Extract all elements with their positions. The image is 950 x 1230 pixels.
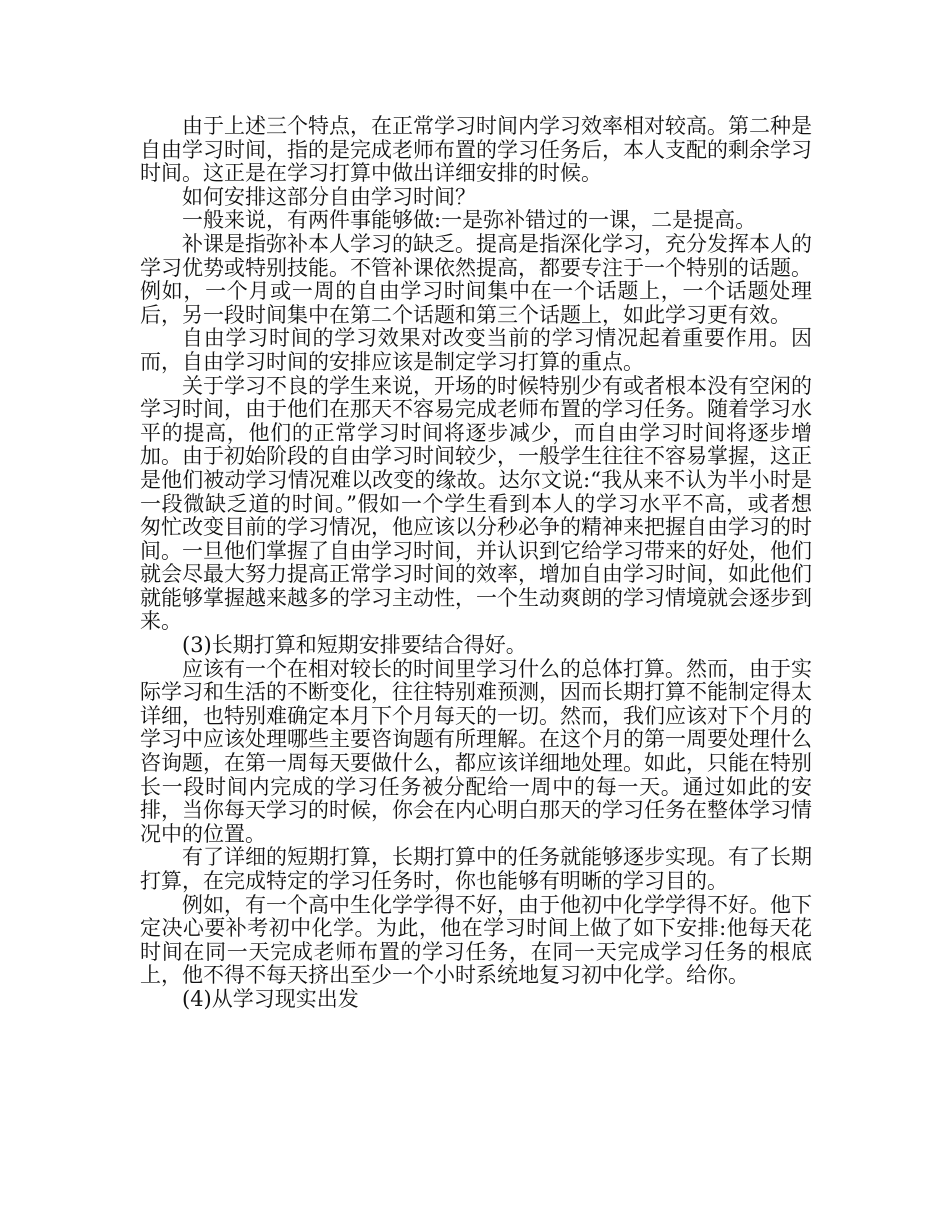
paragraph-poor-students: 关于学习不良的学生来说，开场的时候特别少有或者根本没有空闲的学习时间，由于他们在那天不容易完成老师布置的学习任务。随着学习水平的提高，他们的正常学习时间将逐步减少，而自由学习时间将逐步增加。由于初始阶段的自由学习时间较少，一般学生往往不容易掌握，这正是他们被动学习情况难以改变的缘故。达尔文说:“我从来不认为半小时是一段微缺乏道的时间。”假如一个学生看到本人的学习水平不高，或者想匆忙改变目前的学习情况，他应该以分秒必争的精神来把握自由学习的时间。一旦他们掌握了自由学习时间，并认识到它给学习带来的好处，他们就会尽最大努力提高正常学习时间的效率，增加自由学习时间，如此他们就能够掌握越来越多的学习主动性，一个生动爽朗的学习情境就会逐步到来。: [140, 373, 812, 634]
paragraph-long-term-plan: 应该有一个在相对较长的时间里学习什么的总体打算。然而，由于实际学习和生活的不断变化，往往特别难预测，因而长期打算不能制定得太详细，也特别难确定本月下个月每天的一切。然而，我们应该对下个月的学习中应该处理哪些主要咨询题有所理解。在这个月的第一周要处理什么咨询题，在第一周每天要做什么，都应该详细地处理。如此，只能在特别长一段时间内完成的学习任务被分配给一周中的每一天。通过如此的安排，当你每天学习的时候，你会在内心明白那天的学习任务在整体学习情况中的位置。: [140, 656, 812, 846]
paragraph-free-study-time: 由于上述三个特点，在正常学习时间内学习效率相对较高。第二种是自由学习时间，指的是完成老师布置的学习任务后，本人支配的剩余学习时间。这正是在学习打算中做出详细安排的时候。: [140, 114, 812, 186]
paragraph-two-things: 一般来说，有两件事能够做:一是弥补错过的一课，二是提高。: [182, 208, 757, 233]
document-body: [140, 115, 812, 1012]
paragraph-question: 如何安排这部分自由学习时间？: [182, 184, 476, 209]
paragraph-short-term-plan: 有了详细的短期打算，长期打算中的任务就能够逐步实现。有了长期打算，在完成特定的学习任务时，你也能够有明晰的学习目的。: [140, 845, 812, 893]
paragraph-example: 例如，有一个高中生化学学得不好，由于他初中化学学得不好。他下定决心要补考初中化学。为此，他在学习时间上做了如下安排:他每天花时间在同一天完成老师布置的学习任务，在同一天完成学习任务的根底上，他不得不每天挤出至少一个小时系统地复习初中化学。给你。: [140, 892, 812, 988]
paragraph-make-up-and-improve: 补课是指弥补本人学习的缺乏。提高是指深化学习，充分发挥本人的学习优势或特别技能。不管补课依然提高，都要专注于一个特别的话题。例如，一个月或一周的自由学习时间集中在一个话题上，一个话题处理后，另一段时间集中在第二个话题和第三个话题上，如此学习更有效。: [140, 231, 812, 327]
section-heading-3: (3)长期打算和短期安排要结合得好。: [182, 633, 527, 658]
paragraph-importance: 自由学习时间的学习效果对改变当前的学习情况起着重要作用。因而，自由学习时间的安排应该是制定学习打算的重点。: [140, 326, 812, 374]
section-heading-4: (4)从学习现实出发: [182, 986, 359, 1011]
